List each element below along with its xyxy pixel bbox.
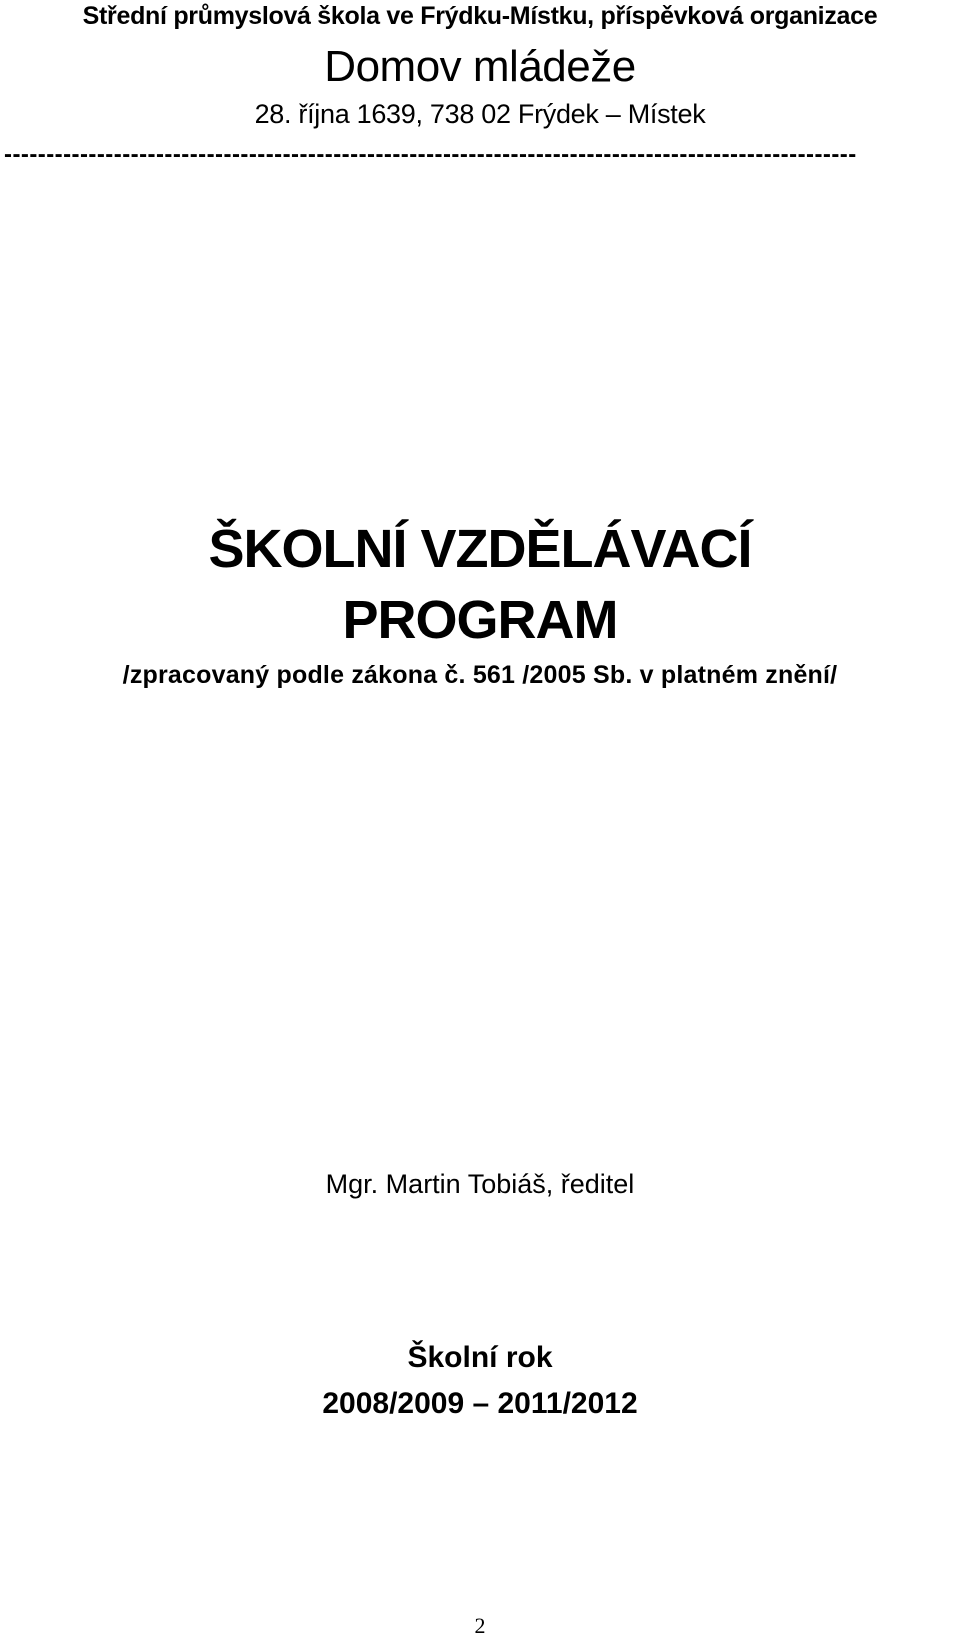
organization-name: Střední průmyslová škola ve Frýdku-Místku, příspěvková organizace [82, 2, 878, 30]
director-signature: Mgr. Martin Tobiáš, ředitel [325, 1169, 635, 1199]
address: 28. října 1639, 738 02 Frýdek – Místek [254, 99, 706, 129]
document-title-line-1: ŠKOLNÍ VZDĚLÁVACÍ [208, 519, 752, 579]
document-title-line-2: PROGRAM [342, 590, 618, 650]
school-year-label: Školní rok [407, 1341, 553, 1374]
page-number: 2 [474, 1613, 486, 1638]
legal-basis-subtitle: /zpracovaný podle zákona č. 561 /2005 Sb. v platném znění/ [122, 661, 838, 689]
school-year-range: 2008/2009 – 2011/2012 [322, 1387, 638, 1420]
dashed-separator: ----------------------------------------------------------------------------------------------------- [4, 141, 857, 168]
department-title: Domov mládeže [324, 42, 636, 91]
